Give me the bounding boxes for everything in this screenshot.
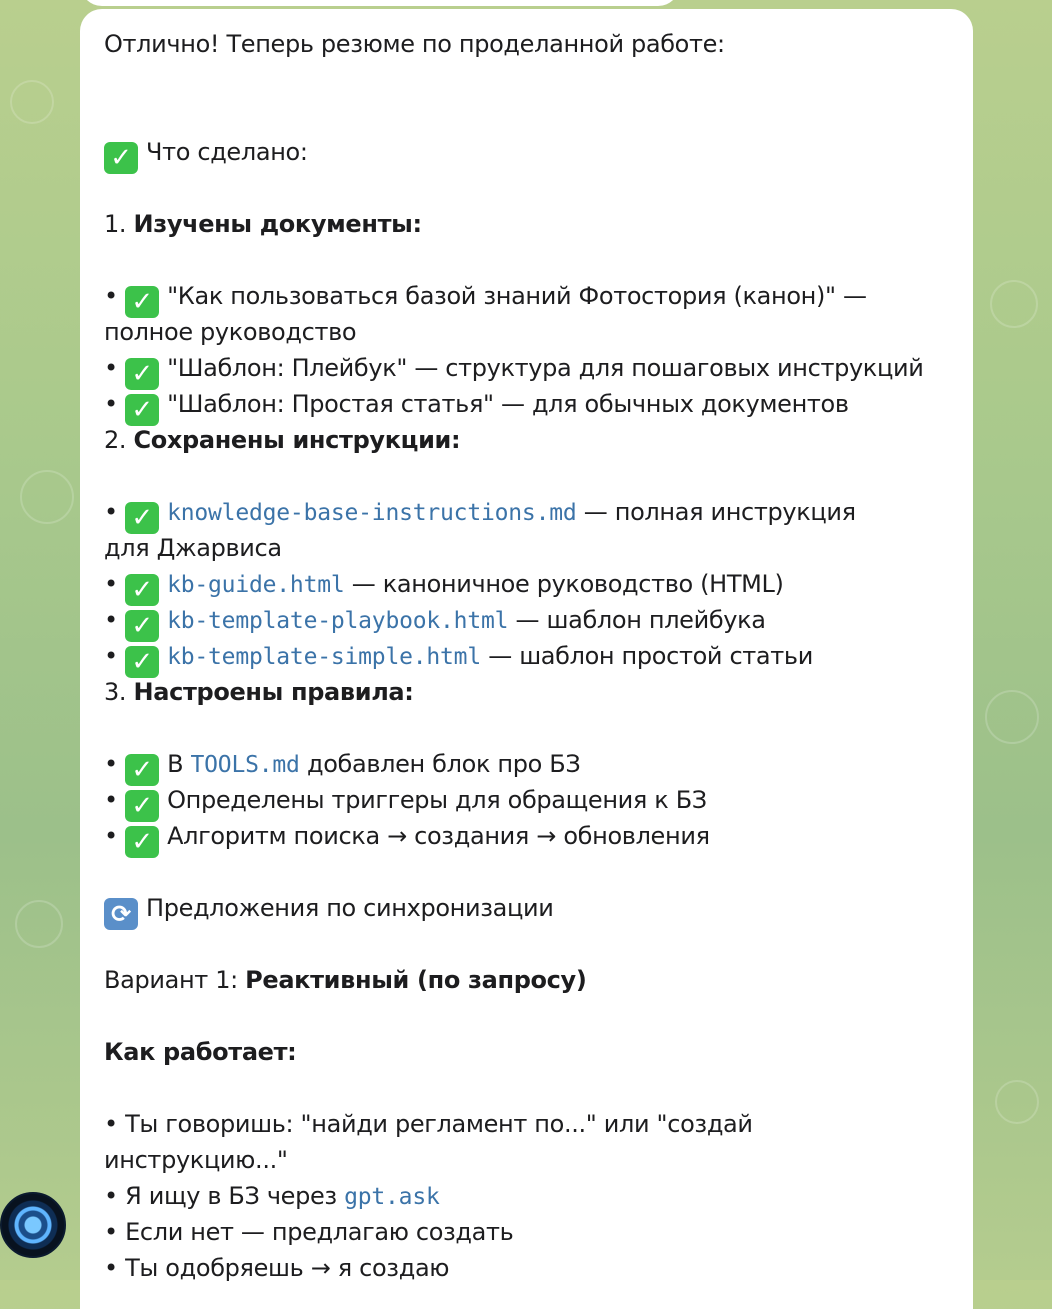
- check-mark-icon: ✓: [125, 646, 159, 678]
- list-item: • ✓ kb-template-simple.html — шаблон простой статьи: [104, 642, 813, 677]
- inline-code[interactable]: gpt.ask: [344, 1184, 440, 1210]
- list-item: • Ты говоришь: "найди регламент по..." или "создай: [104, 1110, 753, 1138]
- list-item: • Ты одобряешь → я создаю: [104, 1254, 450, 1282]
- list-item-continuation: для Джарвиса: [104, 534, 282, 562]
- section-heading: 1. Изучены документы:: [104, 210, 422, 238]
- list-item: • ✓ "Как пользоваться базой знаний Фотостория (канон)" —: [104, 282, 867, 317]
- background-doodle: [20, 470, 74, 524]
- inline-code[interactable]: kb-template-simple.html: [167, 644, 481, 670]
- check-mark-icon: ✓: [125, 502, 159, 534]
- check-mark-icon: ✓: [125, 286, 159, 318]
- variant-heading: Вариант 1: Реактивный (по запросу): [104, 966, 587, 994]
- inline-code[interactable]: TOOLS.md: [190, 752, 300, 778]
- check-mark-icon: ✓: [125, 790, 159, 822]
- check-mark-icon: ✓: [125, 574, 159, 606]
- check-mark-icon: ✓: [104, 142, 138, 174]
- section-heading: 2. Сохранены инструкции:: [104, 426, 461, 454]
- list-item: • ✓ kb-guide.html — каноничное руководство (HTML): [104, 570, 784, 605]
- check-mark-icon: ✓: [125, 754, 159, 786]
- inline-code[interactable]: kb-guide.html: [167, 572, 345, 598]
- inline-code[interactable]: knowledge-base-instructions.md: [167, 500, 577, 526]
- list-item: • ✓ В TOOLS.md добавлен блок про БЗ: [104, 750, 581, 785]
- background-doodle: [990, 280, 1038, 328]
- list-item: • ✓ knowledge-base-instructions.md — полная инструкция: [104, 498, 856, 533]
- list-item: • ✓ "Шаблон: Простая статья" — для обычных документов: [104, 390, 849, 425]
- list-item: • Если нет — предлагаю создать: [104, 1218, 514, 1246]
- background-doodle: [995, 1080, 1039, 1124]
- background-doodle: [985, 690, 1039, 744]
- section-heading: 3. Настроены правила:: [104, 678, 414, 706]
- list-item: • ✓ Определены триггеры для обращения к БЗ: [104, 786, 707, 821]
- sync-arrows-icon: ⟳: [104, 898, 138, 930]
- done-heading: ✓ Что сделано:: [104, 134, 954, 170]
- how-heading: Как работает:: [104, 1038, 297, 1066]
- list-item-continuation: полное руководство: [104, 318, 357, 346]
- previous-message-bubble: [80, 0, 680, 6]
- sync-heading: ⟳ Предложения по синхронизации: [104, 890, 954, 926]
- check-mark-icon: ✓: [125, 826, 159, 858]
- inline-code[interactable]: kb-template-playbook.html: [167, 608, 509, 634]
- check-mark-icon: ✓: [125, 610, 159, 642]
- intro-text: Отлично! Теперь резюме по проделанной работе:: [104, 30, 725, 58]
- list-item: • ✓ kb-template-playbook.html — шаблон плейбука: [104, 606, 766, 641]
- check-mark-icon: ✓: [125, 358, 159, 390]
- background-doodle: [15, 900, 63, 948]
- list-item: • Я ищу в БЗ через gpt.ask: [104, 1182, 440, 1210]
- list-item: • ✓ "Шаблон: Плейбук" — структура для пошаговых инструкций: [104, 354, 924, 389]
- bot-avatar[interactable]: [0, 1192, 66, 1258]
- check-mark-icon: ✓: [125, 394, 159, 426]
- message-text: [104, 26, 954, 1286]
- background-doodle: [10, 80, 54, 124]
- list-item: • ✓ Алгоритм поиска → создания → обновления: [104, 822, 710, 857]
- list-item-continuation: инструкцию...": [104, 1146, 288, 1174]
